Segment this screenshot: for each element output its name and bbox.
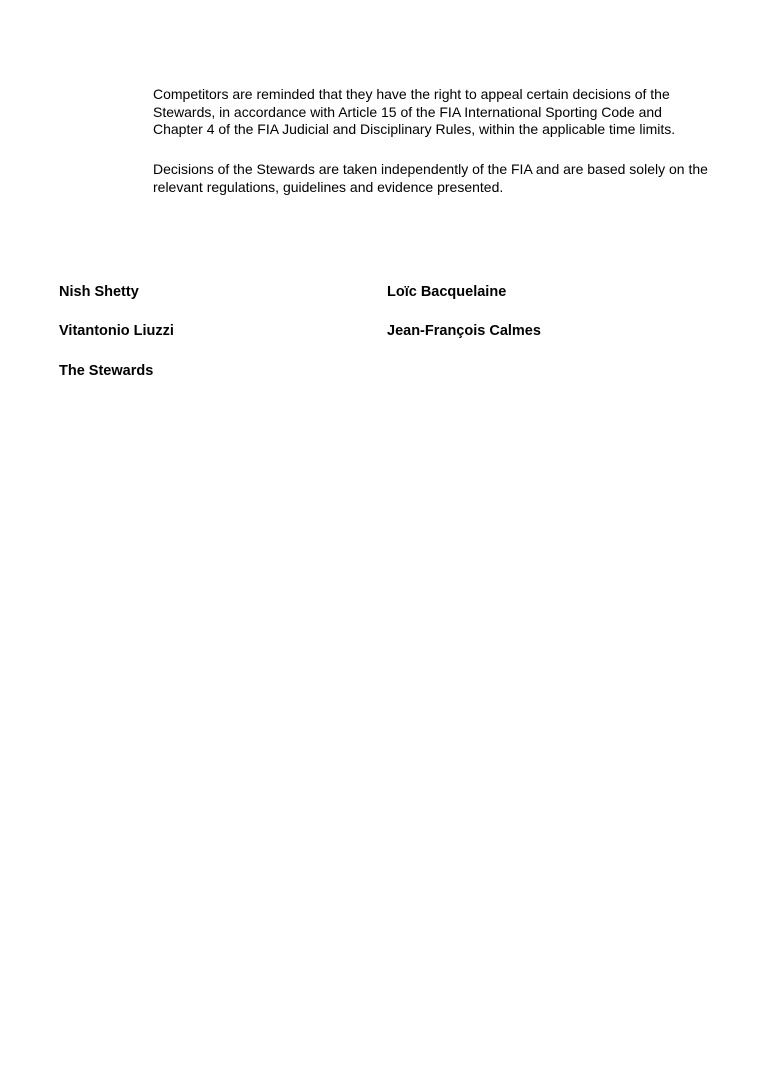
appeal-rights-paragraph: Competitors are reminded that they have the right to appeal certain decisions of the Stewards, in accordance with Article 15 of the FIA International Sporting Code and Chapter 4 of the FIA Judicial and Disciplinary Rules, within the applicable time limits.: [153, 86, 676, 137]
steward-name: Nish Shetty: [59, 284, 139, 300]
steward-name: Jean-François Calmes: [387, 323, 541, 339]
stewards-closing-label: The Stewards: [59, 363, 154, 379]
independence-paragraph: Decisions of the Stewards are taken independently of the FIA and are based solely on the relevant regulations, guidelines and evidence presented.: [153, 161, 708, 195]
steward-name: Loïc Bacquelaine: [387, 284, 507, 300]
steward-name: Vitantonio Liuzzi: [59, 323, 174, 339]
